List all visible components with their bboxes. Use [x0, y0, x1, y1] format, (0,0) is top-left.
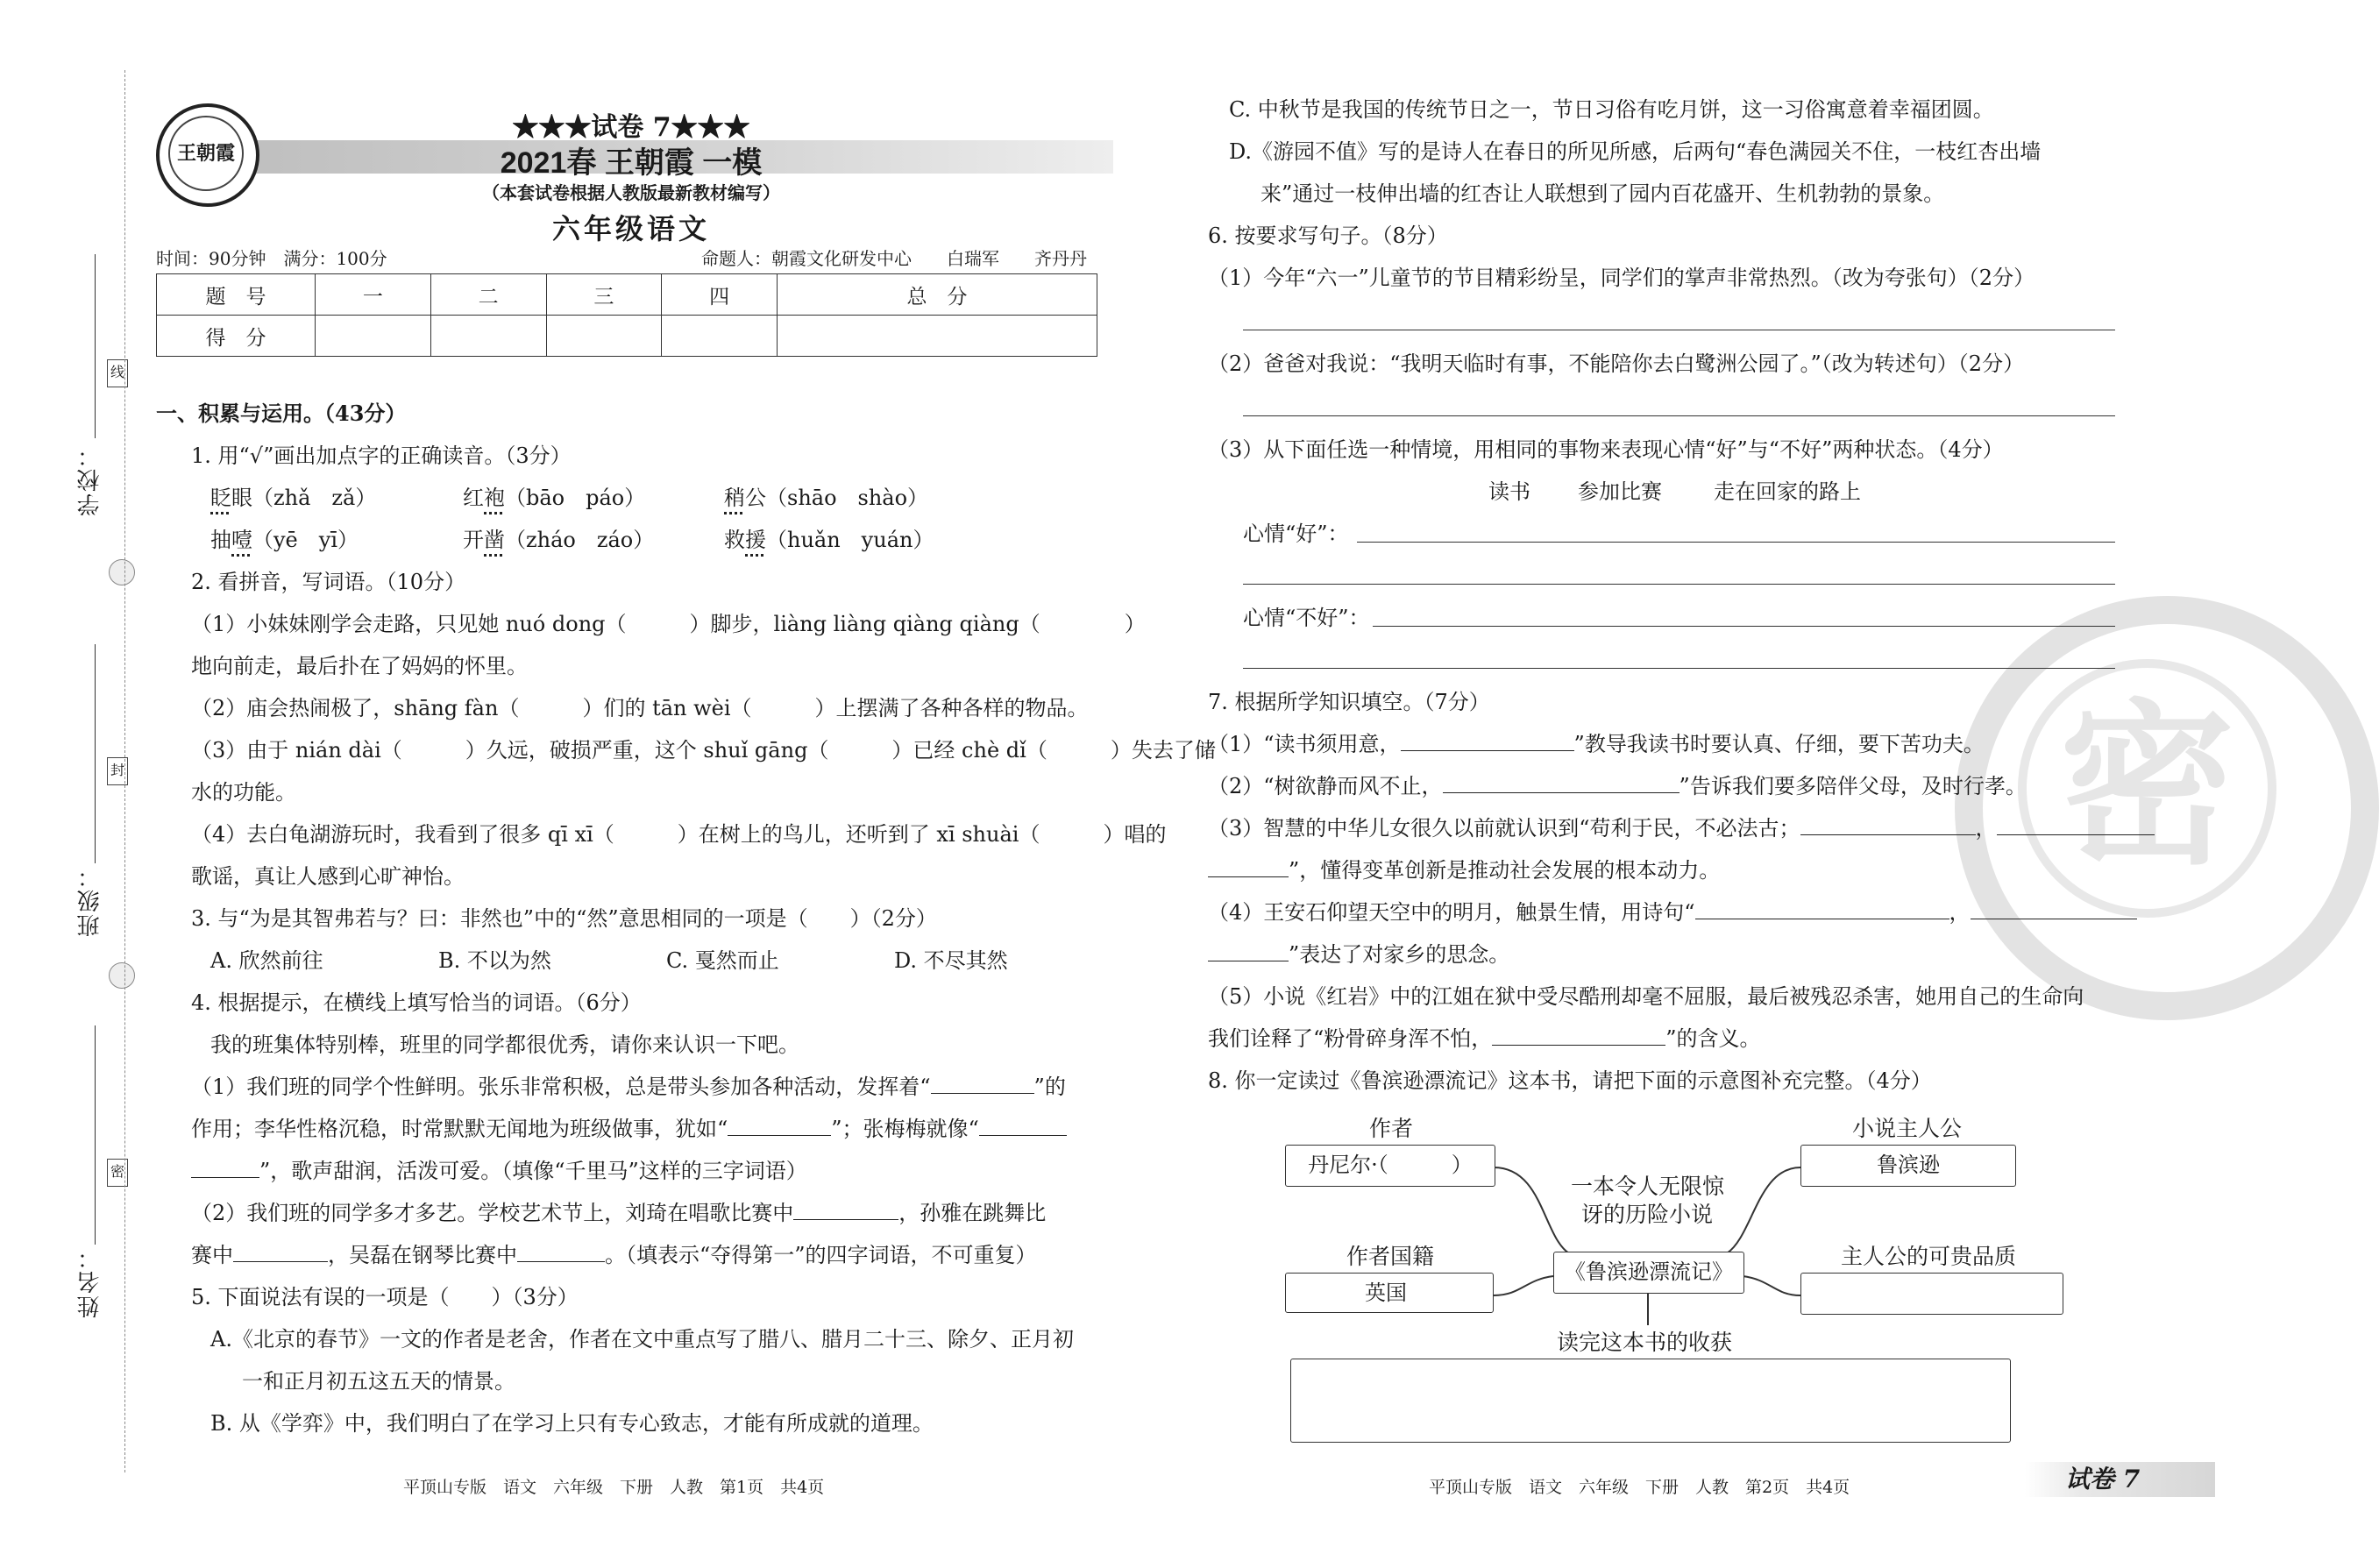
binding-rule-right — [124, 70, 125, 1472]
section-1-title: 一、积累与运用。（43分） — [156, 401, 407, 426]
q1-pre: 救 — [724, 528, 745, 552]
q2-1-line-a: （1）小妹妹刚学会走路，只见她 nuó dong（ ）脚步，liàng liàng qiàng qiàng（ ） — [191, 612, 1146, 636]
q6-1: （1）今年“六一”儿童节的节目精彩纷呈，同学们的掌声非常热烈。（改为夸张句）（2分） — [1208, 266, 2035, 290]
q4-1-line-a — [191, 1072, 1066, 1102]
gain-box[interactable] — [1290, 1359, 2011, 1443]
book-title-box: 《鲁滨逊漂流记》 — [1553, 1252, 1744, 1294]
answer-blank[interactable] — [1443, 771, 1680, 793]
q2-4-line-b: 歌谣，真让人感到心旷神怡。 — [191, 864, 465, 889]
q1-item-4[interactable] — [210, 525, 359, 555]
q6-3-option-3[interactable]: 走在回家的路上 — [1714, 479, 1861, 504]
question-5: 5. 下面说法有误的一项是（ ）（3分） — [191, 1285, 579, 1309]
q6-2: （2）爸爸对我说：“我明天临时有事，不能陪你去白鹭洲公园了。”（改为转述句）（2分） — [1208, 351, 2025, 376]
authors-info: 命题人：朝霞文化研发中心 白瑞军 齐丹丹 — [701, 248, 1087, 269]
q4-1-text: （1）我们班的同学个性鲜明。张乐非常积极，总是带头参加各种活动，发挥着“ — [191, 1075, 931, 1099]
paper-subject: 六年级语文 — [551, 212, 710, 245]
score-cell: 四 — [662, 274, 778, 316]
q4-intro: 我的班集体特别棒，班里的同学都很优秀，请你来认识一下吧。 — [210, 1032, 799, 1057]
answer-blank[interactable] — [1971, 898, 2137, 919]
q7-3-line-b — [1208, 855, 1720, 885]
q7-3-text: （3）智慧的中华儿女很久以前就认识到“苟利于民，不必法古； — [1208, 816, 1800, 841]
answer-line[interactable] — [1373, 626, 2115, 627]
q5-option-d-line-1[interactable]: D.《游园不值》写的是诗人在春日的所见所感，后两句“春色满园关不住，一枝红杏出墙 — [1229, 139, 2042, 164]
q1-item-3[interactable] — [724, 483, 928, 513]
q1-item-5[interactable] — [463, 525, 654, 555]
question-6: 6. 按要求写句子。（8分） — [1208, 223, 1448, 248]
center-desc-line-1: 一本令人无限惊 — [1571, 1174, 1725, 1199]
logo-text: 王朝霞 — [168, 116, 244, 191]
score-input-cell[interactable] — [778, 316, 1097, 357]
q7-5b-text: 我们诠释了“粉骨碎身浑不怕， — [1208, 1026, 1493, 1051]
q4-1-line-c — [191, 1156, 807, 1186]
answer-line[interactable] — [1243, 668, 2115, 669]
q5-option-b[interactable]: B. 从《学弈》中，我们明白了在学习上只有专心致志，才能有所成就的道理。 — [210, 1411, 934, 1436]
answer-blank[interactable] — [1492, 1024, 1665, 1046]
q7-2-text: （2）“树欲静而风不止， — [1208, 774, 1443, 798]
q1-dotted-char: 眨 — [210, 486, 231, 510]
score-input-cell[interactable] — [662, 316, 778, 357]
q4-1c-text: ”，歌声甜润，活泼可爱。（填像“千里马”这样的三字词语） — [259, 1159, 807, 1183]
score-cell: 一 — [316, 274, 431, 316]
quality-box[interactable] — [1800, 1273, 2063, 1315]
q7-1 — [1208, 729, 1985, 759]
q7-2 — [1208, 771, 2027, 801]
answer-blank[interactable] — [1208, 855, 1289, 877]
q1-dotted-char: 凿 — [484, 528, 505, 552]
center-desc-line-2: 讶的历险小说 — [1581, 1202, 1714, 1227]
score-cell: 题 号 — [157, 274, 316, 316]
q4-2-line-b — [191, 1240, 1037, 1270]
answer-line[interactable] — [1357, 542, 2115, 543]
q1-rest: 眼（zhǎ zǎ） — [231, 486, 377, 510]
q5-option-c[interactable]: C. 中秋节是我国的传统节日之一，节日习俗有吃月饼，这一习俗寓意着幸福团圆。 — [1229, 97, 1994, 122]
secret-watermark — [1955, 596, 2379, 1020]
connector-author — [1494, 1167, 1569, 1253]
q7-4b-text: ”表达了对家乡的思念。 — [1289, 942, 1510, 967]
q7-5-line-a: （5）小说《红岩》中的江姐在狱中受尽酷刑却毫不屈服，最后被残忍杀害，她用自己的生命向 — [1208, 984, 2084, 1009]
q4-1-end: ”的 — [1033, 1075, 1066, 1099]
question-8: 8. 你一定读过《鲁滨逊漂流记》这本书，请把下面的示意图补充完整。（4分） — [1208, 1068, 1932, 1093]
q1-rest: 公（shāo shào） — [745, 486, 929, 510]
question-1: 1. 用“√”画出加点字的正确读音。（3分） — [191, 443, 572, 468]
q1-item-1[interactable] — [210, 483, 376, 513]
q2-3-line-b: 水的功能。 — [191, 780, 296, 805]
answer-line[interactable] — [1243, 584, 2115, 585]
paper-title: 2021春 王朝霞 一模 — [500, 146, 763, 180]
score-input-cell[interactable] — [316, 316, 431, 357]
class-line — [95, 644, 96, 863]
question-2: 2. 看拼音，写词语。（10分） — [191, 570, 466, 594]
q1-pre: 开 — [463, 528, 484, 552]
question-3: 3. 与“为是其智弗若与？曰：非然也”中的“然”意思相同的一项是（ ）（2分） — [191, 906, 937, 931]
q6-3-option-1[interactable]: 读书 — [1488, 479, 1530, 504]
q4-2-end: ，孙雅在跳舞比 — [898, 1201, 1047, 1225]
score-table — [156, 273, 1097, 357]
q7-1-text: （1）“读书须用意， — [1208, 732, 1401, 756]
q6-3: （3）从下面任选一种情境，用相同的事物来表现心情“好”与“不好”两种状态。（4分） — [1208, 437, 2004, 462]
q6-3-option-2[interactable]: 参加比赛 — [1578, 479, 1662, 504]
q1-item-6[interactable] — [724, 525, 934, 555]
q4-1b-text: 作用；李华性格沉稳，时常默默无闻地为班级做事，犹如“ — [191, 1117, 728, 1141]
binding-box-bot: 密 — [107, 1159, 128, 1187]
q3-option-d[interactable]: D. 不尽其然 — [894, 948, 1008, 973]
q7-3b-text: ”，懂得变革创新是推动社会发展的根本动力。 — [1289, 858, 1721, 883]
q1-dotted-char: 援 — [745, 528, 766, 552]
q7-5-line-b — [1208, 1024, 1761, 1054]
nation-box: 英国 — [1285, 1273, 1494, 1313]
q1-pre: 抽 — [210, 528, 231, 552]
q4-2-line-a — [191, 1198, 1046, 1228]
q7-4-text: （4）王安石仰望天空中的明月，触景生情，用诗句“ — [1208, 900, 1695, 925]
answer-blank[interactable] — [979, 1114, 1067, 1136]
binding-coin-1 — [109, 559, 135, 585]
q1-rest: （yē yī） — [252, 528, 359, 552]
nation-label: 作者国籍 — [1346, 1244, 1435, 1269]
answer-blank[interactable] — [1208, 940, 1289, 961]
protagonist-label: 小说主人公 — [1852, 1116, 1963, 1141]
q1-rest: （huǎn yuán） — [766, 528, 934, 552]
protagonist-box: 鲁滨逊 — [1800, 1145, 2016, 1187]
q1-pre: 红 — [463, 486, 484, 510]
q7-1-end: ”教导我读书时要认真、仔细，要下苦功夫。 — [1573, 732, 1985, 756]
score-cell: 二 — [430, 274, 546, 316]
answer-blank[interactable] — [1401, 729, 1574, 751]
answer-blank[interactable] — [1997, 813, 2155, 835]
q1-dotted-char: 袍 — [484, 486, 505, 510]
quality-label: 主人公的可贵品质 — [1841, 1244, 2017, 1269]
q1-dotted-char: 噎 — [231, 528, 252, 552]
binding-box-top: 线 — [107, 359, 128, 387]
q1-rest: （zháo záo） — [505, 528, 655, 552]
time-info: 时间：90分钟 满分：100分 — [156, 248, 387, 269]
answer-blank[interactable] — [931, 1072, 1034, 1094]
class-label: 班级： — [77, 863, 103, 937]
q7-4-comma: ， — [1949, 900, 1971, 925]
footer-left: 平顶山专版 语文 六年级 下册 人教 第1页 共4页 — [403, 1478, 825, 1497]
q4-2b-end: 。（填表示“夺得第一”的四字词语，不可重复） — [605, 1243, 1037, 1267]
q4-2b-text: 赛中 — [191, 1243, 233, 1267]
score-cell: 三 — [546, 274, 662, 316]
mood-good-label: 心情“好”： — [1243, 521, 1349, 546]
answer-line[interactable] — [1243, 415, 2115, 416]
author-box[interactable]: 丹尼尔·（ ） — [1285, 1145, 1495, 1187]
score-input-cell[interactable] — [430, 316, 546, 357]
paper-number: ★★★试卷 7★★★ — [512, 112, 750, 143]
score-cell: 总 分 — [778, 274, 1097, 316]
school-label: 学校： — [77, 443, 103, 516]
school-line — [95, 254, 96, 438]
connector-protagonist — [1727, 1167, 1800, 1253]
q1-dotted-char: 稍 — [724, 486, 745, 510]
q7-5b-end: ”的含义。 — [1665, 1026, 1761, 1051]
q2-2-line: （2）庙会热闹极了，shāng fàn（ ）们的 tān wèi（ ）上摆满了各种各样的物品。 — [191, 696, 1089, 720]
q3-option-b[interactable]: B. 不以为然 — [438, 948, 551, 973]
q4-1-line-b — [191, 1114, 1067, 1144]
binding-box-mid: 封 — [107, 757, 128, 785]
paper-tag: 试卷 7 — [2025, 1462, 2215, 1497]
q7-2-end: ”告诉我们要多陪伴父母，及时行孝。 — [1679, 774, 2027, 798]
footer-right: 平顶山专版 语文 六年级 下册 人教 第2页 共4页 — [1429, 1478, 1850, 1497]
q7-4-line-a — [1208, 898, 2137, 927]
author-label: 作者 — [1369, 1116, 1414, 1141]
score-input-cell[interactable] — [546, 316, 662, 357]
paper-note: （本套试卷根据人教版最新教材编写） — [482, 182, 780, 203]
q1-item-2[interactable] — [463, 483, 645, 513]
q4-2-text: （2）我们班的同学多才多艺。学校艺术节上，刘琦在唱歌比赛中 — [191, 1201, 794, 1225]
watermark-text: 密 — [2018, 659, 2276, 918]
answer-blank[interactable] — [1695, 898, 1949, 919]
question-4: 4. 根据提示，在横线上填写恰当的词语。（6分） — [191, 990, 642, 1015]
gain-label: 读完这本书的收获 — [1557, 1330, 1733, 1355]
answer-blank[interactable] — [728, 1114, 831, 1136]
q7-3-line-a — [1208, 813, 2155, 843]
answer-blank[interactable] — [793, 1198, 898, 1220]
q5-option-a-line-1[interactable]: A.《北京的春节》一文的作者是老舍，作者在文中重点写了腊八、腊月二十三、除夕、正月初 — [210, 1327, 1074, 1352]
answer-blank[interactable] — [233, 1240, 328, 1262]
mood-bad-label: 心情“不好”： — [1243, 606, 1370, 630]
score-table-header-row — [157, 274, 1097, 316]
binding-coin-2 — [109, 962, 135, 989]
answer-blank[interactable] — [517, 1240, 605, 1262]
q4-1b-mid: ”；张梅梅就像“ — [831, 1117, 979, 1141]
q2-1-line-b: 地向前走，最后扑在了妈妈的怀里。 — [191, 654, 528, 678]
name-line — [95, 1025, 96, 1245]
q7-4-line-b — [1208, 940, 1509, 969]
connector-quality — [1743, 1276, 1800, 1295]
question-7: 7. 根据所学知识填空。（7分） — [1208, 690, 1490, 714]
score-cell: 得 分 — [157, 316, 316, 357]
q5-option-a-line-2: 一和正月初五这五天的情景。 — [242, 1369, 515, 1394]
answer-blank[interactable] — [191, 1156, 259, 1178]
q7-3-comma: ， — [1975, 816, 1997, 841]
score-table-score-row — [157, 316, 1097, 357]
q1-rest: （bāo páo） — [505, 486, 646, 510]
q3-option-c[interactable]: C. 戛然而止 — [666, 948, 779, 973]
answer-blank[interactable] — [1800, 813, 1976, 835]
q2-4-line-a: （4）去白龟湖游玩时，我看到了很多 qī xī（ ）在树上的鸟儿，还听到了 xī shuài（ ）唱的 — [191, 822, 1167, 847]
q4-2b-mid: ，吴磊在钢琴比赛中 — [328, 1243, 517, 1267]
name-label: 姓名： — [77, 1245, 103, 1318]
q3-option-a[interactable]: A. 欣然前往 — [210, 948, 323, 973]
q5-option-d-line-2: 来”通过一枝伸出墙的红杏让人联想到了园内百花盛开、生机勃勃的景象。 — [1261, 181, 1945, 206]
q2-3-line-a: （3）由于 nián dài（ ）久远，破损严重，这个 shuǐ gāng（ ）已经 chè dǐ（ ）失去了储 — [191, 738, 1216, 763]
connector-nation — [1494, 1276, 1553, 1295]
